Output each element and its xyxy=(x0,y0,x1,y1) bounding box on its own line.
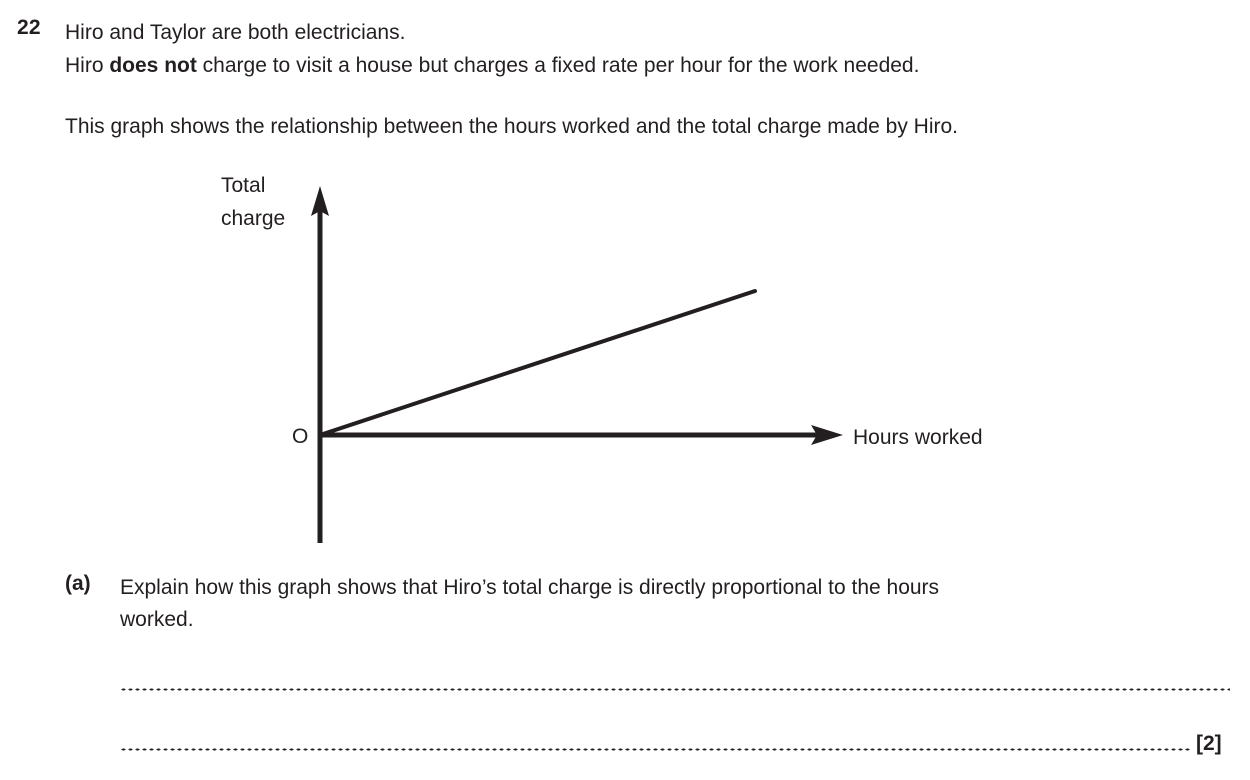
proportional-line-series xyxy=(320,291,755,435)
answer-line-1[interactable] xyxy=(120,688,1230,691)
question-number: 22 xyxy=(17,16,41,39)
answer-line-2[interactable] xyxy=(120,748,1192,751)
question-stem xyxy=(65,16,1245,143)
stem-line-2-part-1: Hiro xyxy=(65,54,110,77)
stem-line-3: This graph shows the relationship between the hours worked and the total charge made by Hiro. xyxy=(65,115,959,138)
y-axis-arrowhead-icon xyxy=(311,186,329,216)
stem-spacer xyxy=(65,82,1245,110)
y-axis-label-line-1: Total xyxy=(221,174,266,197)
x-axis-arrowhead-icon xyxy=(811,425,843,445)
y-axis-label-line-2: charge xyxy=(221,207,286,230)
stem-line-1: Hiro and Taylor are both electricians. xyxy=(65,21,406,44)
marks-badge: [2] xyxy=(1196,732,1222,755)
x-axis-label: Hours worked xyxy=(853,426,983,449)
part-a-label: (a) xyxy=(65,572,91,595)
origin-label: O xyxy=(292,425,309,448)
part-a-text-line-2: worked. xyxy=(120,608,194,631)
part-a-question-text xyxy=(120,572,1220,636)
stem-line-2 xyxy=(65,49,1245,82)
part-a-text-line-1: Explain how this graph shows that Hiro’s total charge is directly proportional to the hours xyxy=(120,576,940,599)
stem-line-2-emphasis: does not xyxy=(109,54,197,77)
stem-line-2-part-2: charge to visit a house but charges a fixed rate per hour for the work needed. xyxy=(196,54,920,77)
